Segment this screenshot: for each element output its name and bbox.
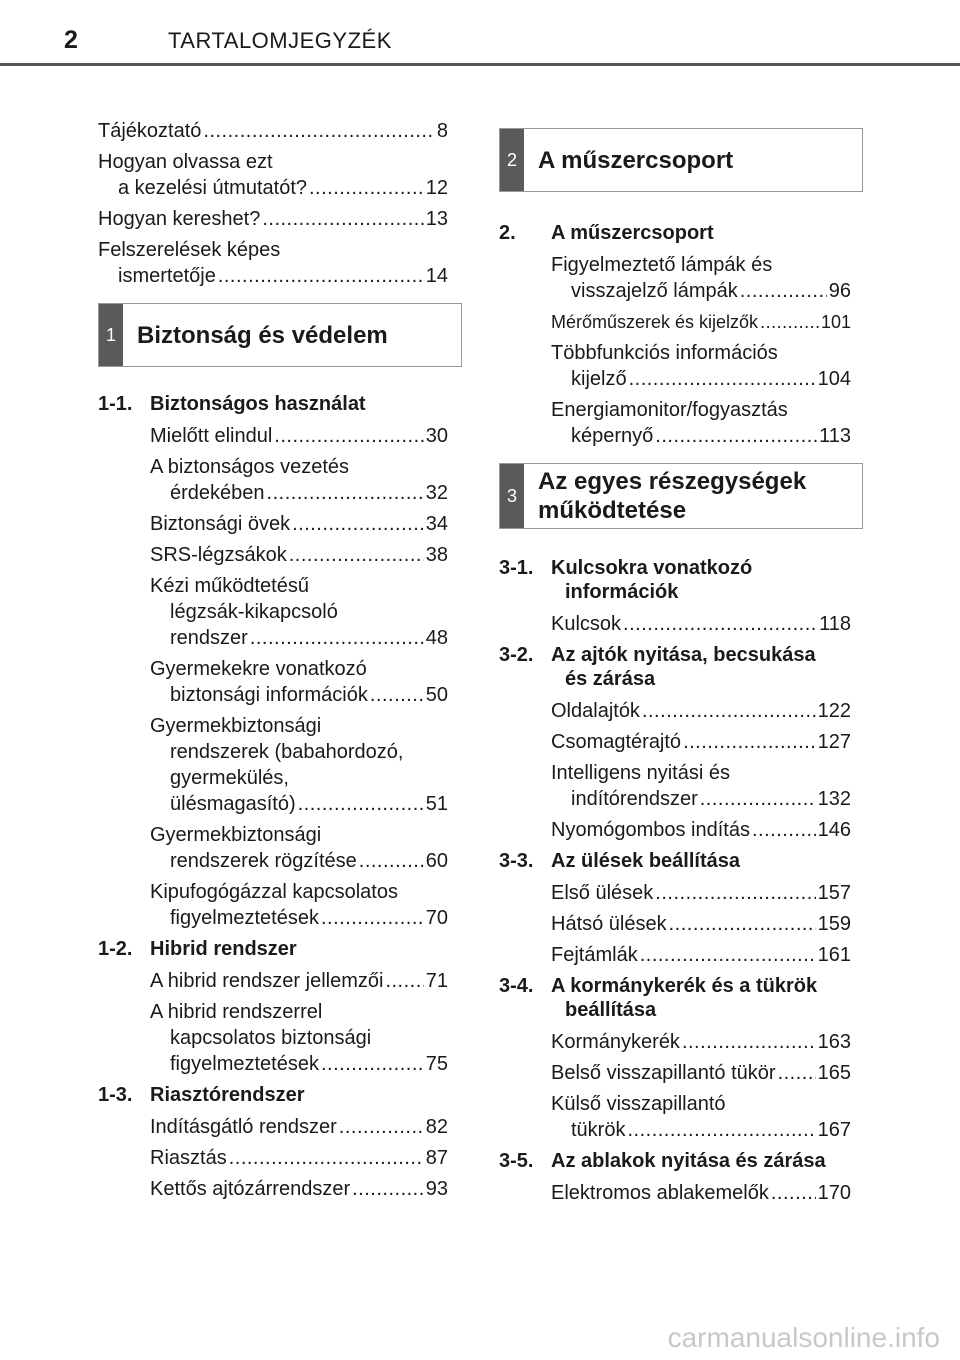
- toc-entry[interactable]: Kormánykerék ..... 163: [551, 1029, 851, 1055]
- section-heading-continued: beállítása: [565, 999, 657, 1021]
- toc-entry[interactable]: Oldalajtók ..... 122: [551, 698, 851, 724]
- section-heading-continued: információk: [565, 581, 679, 603]
- section-heading[interactable]: 2. A műszercsoport: [499, 222, 714, 244]
- chapter-number-tab: 1: [99, 304, 123, 366]
- toc-entry[interactable]: Hogyan kereshet? ..... 13: [98, 206, 448, 232]
- toc-entry[interactable]: Első ülések ..... 157: [551, 880, 851, 906]
- chapter-title: Biztonság és védelem: [137, 321, 388, 349]
- chapter-2-box[interactable]: [499, 128, 863, 192]
- chapter-number-tab: 2: [500, 129, 524, 191]
- toc-entry[interactable]: Mérőműszerek és kijelzők ..... 101: [551, 309, 851, 335]
- chapter-1-box[interactable]: [98, 303, 462, 367]
- chapter-title: A műszercsoport: [538, 146, 734, 174]
- toc-entry[interactable]: Fejtámlák ..... 161: [551, 942, 851, 968]
- toc-left-column: [98, 118, 448, 1207]
- toc-entry[interactable]: Nyomógombos indítás ..... 146: [551, 817, 851, 843]
- section-heading-continued: és zárása: [565, 668, 656, 690]
- toc-entry[interactable]: Riasztás ..... 87: [150, 1145, 448, 1171]
- chapter-number-tab: 3: [500, 464, 524, 528]
- toc-entry[interactable]: Figyelmeztető lámpák és visszajelző lámpák ..... 96: [551, 252, 851, 304]
- toc-entry[interactable]: Kézi működtetésű légzsák-kikapcsoló rendszer ..... 48: [150, 573, 448, 651]
- toc-entry[interactable]: Biztonsági övek ..... 34: [150, 511, 448, 537]
- toc-entry[interactable]: Többfunkciós információs kijelző ..... 104: [551, 340, 851, 392]
- section-heading[interactable]: 3-3. Az ülések beállítása: [499, 850, 740, 872]
- section-heading[interactable]: 3-4. A kormánykerék és a tükrök: [499, 975, 818, 997]
- toc-entry[interactable]: Gyermekbiztonsági rendszerek (babahordozó, gyermekülés, ülésmagasító) ..... 51: [150, 713, 448, 817]
- toc-entry[interactable]: Gyermekbiztonsági rendszerek rögzítése ..... 60: [150, 822, 448, 874]
- toc-entry[interactable]: Gyermekekre vonatkozó biztonsági információk ..... 50: [150, 656, 448, 708]
- watermark: carmanualsonline.info: [667, 1322, 940, 1353]
- section-heading[interactable]: 3-1. Kulcsokra vonatkozó: [499, 557, 753, 579]
- toc-entry[interactable]: A biztonságos vezetés érdekében ..... 32: [150, 454, 448, 506]
- toc-entry[interactable]: Felszerelések képes ismertetője ..... 14: [98, 237, 448, 289]
- header-divider: [0, 63, 960, 66]
- toc-entry[interactable]: Energiamonitor/fogyasztás képernyő ..... 113: [551, 397, 851, 449]
- section-heading[interactable]: 1-3. Riasztórendszer: [98, 1084, 305, 1106]
- toc-entry[interactable]: Intelligens nyitási és indítórendszer ..... 132: [551, 760, 851, 812]
- toc-entry[interactable]: Mielőtt elindul ..... 30: [150, 423, 448, 449]
- toc-entry[interactable]: SRS-légzsákok ..... 38: [150, 542, 448, 568]
- chapter-title: Az egyes részegységek működtetése: [538, 468, 807, 524]
- section-heading[interactable]: 3-5. Az ablakok nyitása és zárása: [499, 1150, 826, 1172]
- toc-entry[interactable]: A hibrid rendszerrel kapcsolatos biztonsági figyelmeztetések ..... 75: [150, 999, 448, 1077]
- toc-entry[interactable]: Elektromos ablakemelők ..... 170: [551, 1180, 851, 1206]
- toc-entry[interactable]: Belső visszapillantó tükör ..... 165: [551, 1060, 851, 1086]
- toc-entry[interactable]: Külső visszapillantó tükrök ..... 167: [551, 1091, 851, 1143]
- chapter-3-box[interactable]: [499, 463, 863, 529]
- section-heading[interactable]: 3-2. Az ajtók nyitása, becsukása: [499, 644, 816, 666]
- toc-right-column: [499, 128, 851, 1211]
- toc-entry[interactable]: Kulcsok ..... 118: [551, 611, 851, 637]
- toc-entry[interactable]: Csomagtérajtó ..... 127: [551, 729, 851, 755]
- toc-entry[interactable]: Hogyan olvassa ezt a kezelési útmutatót? ..... 12: [98, 149, 448, 201]
- toc-entry[interactable]: A hibrid rendszer jellemzői ..... 71: [150, 968, 448, 994]
- section-heading[interactable]: 1-1. Biztonságos használat: [98, 393, 366, 415]
- toc-entry[interactable]: Tájékoztató ..... 8: [98, 118, 448, 144]
- toc-entry[interactable]: Indításgátló rendszer ..... 82: [150, 1114, 448, 1140]
- page-number: 2: [64, 26, 78, 54]
- page-title: TARTALOMJEGYZÉK: [168, 28, 392, 53]
- toc-entry[interactable]: Hátsó ülések ..... 159: [551, 911, 851, 937]
- toc-entry[interactable]: Kettős ajtózárrendszer ..... 93: [150, 1176, 448, 1202]
- section-heading[interactable]: 1-2. Hibrid rendszer: [98, 938, 297, 960]
- page-header: [0, 0, 960, 66]
- toc-entry[interactable]: Kipufogógázzal kapcsolatos figyelmeztetések ..... 70: [150, 879, 448, 931]
